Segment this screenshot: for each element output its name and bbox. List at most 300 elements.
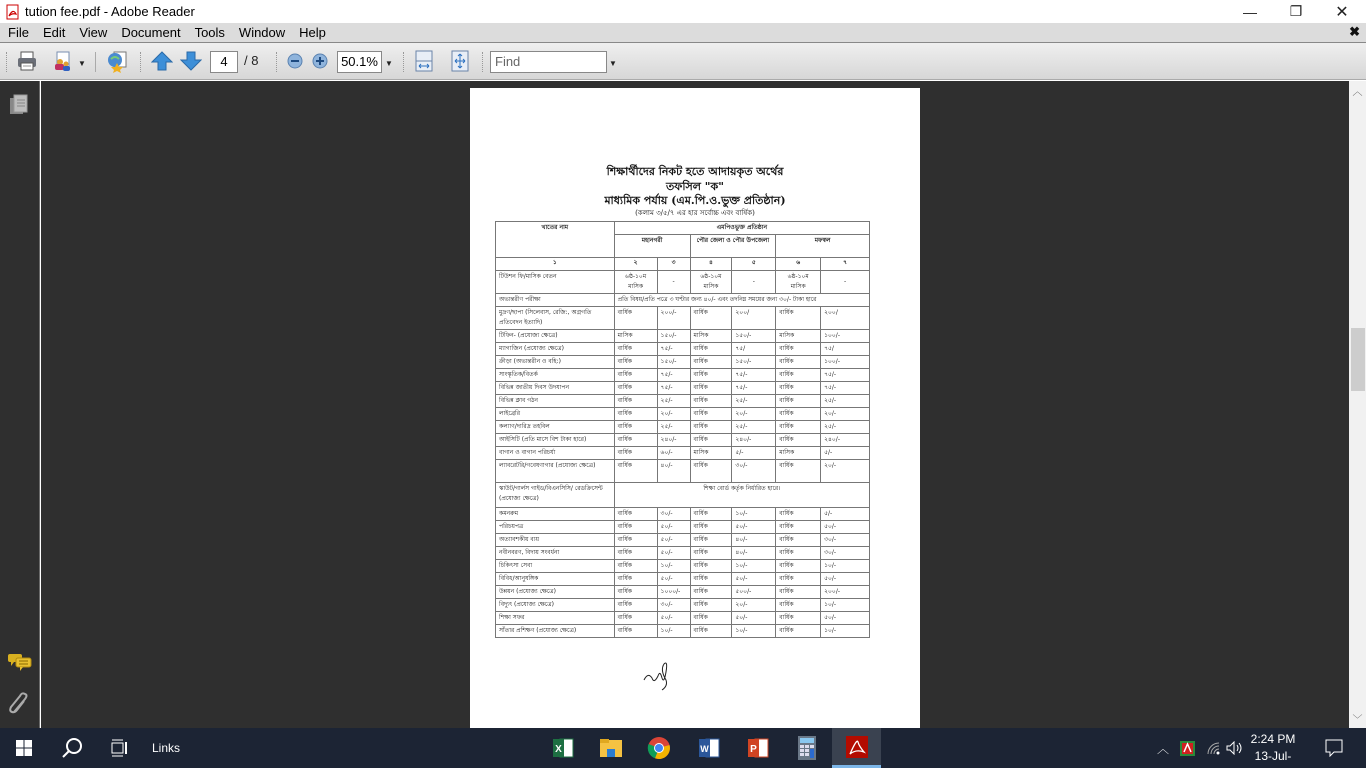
row-cell: ২০/- bbox=[657, 408, 690, 421]
header-mpo-institutions: এমপিওভুক্ত প্রতিষ্ঠান bbox=[614, 222, 869, 235]
document-title-line-2: তফসিল "ক" bbox=[666, 180, 724, 193]
table-row bbox=[496, 330, 870, 343]
zoom-in-button[interactable] bbox=[311, 49, 329, 73]
row-cell: ২০/- bbox=[732, 408, 776, 421]
table-row bbox=[496, 534, 870, 547]
previous-page-button[interactable] bbox=[150, 49, 174, 73]
fit-page-button[interactable] bbox=[449, 49, 471, 73]
folder-icon bbox=[599, 737, 623, 759]
chevron-up-icon: ︿ bbox=[1156, 741, 1169, 756]
row-cell: বার্ষিক bbox=[614, 421, 657, 434]
header-district: পৌর জেলা ও পৌর উপজেলা bbox=[690, 235, 776, 258]
row-cell: মাসিক bbox=[776, 330, 821, 343]
scroll-thumb[interactable] bbox=[1351, 328, 1365, 391]
row-item-name: অত্যাবশকীয় ব্যয় bbox=[496, 534, 615, 547]
row-cell: বার্ষিক bbox=[776, 573, 821, 586]
row-cell: বার্ষিক bbox=[690, 573, 732, 586]
row-cell: বার্ষিক bbox=[690, 460, 732, 483]
row-cell: বার্ষিক bbox=[776, 307, 821, 330]
row-item-name: লাইব্রেরি bbox=[496, 408, 615, 421]
row-cell: বার্ষিক bbox=[776, 560, 821, 573]
clock-time: 2:24 PM bbox=[1250, 732, 1296, 746]
document-title-line-3: মাধ্যমিক পর্যায় (এম.পি.ও.ভুক্ত প্রতিষ্ঠান) bbox=[604, 194, 786, 207]
row-cell: বার্ষিক bbox=[690, 534, 732, 547]
restore-button[interactable] bbox=[1273, 0, 1319, 23]
taskbar-app-excel[interactable] bbox=[539, 728, 587, 768]
navigation-panel bbox=[0, 81, 40, 728]
row-item-name: সাঁতার প্রশিক্ষণ (প্রযোজ্য ক্ষেত্রে) bbox=[496, 625, 615, 638]
word-icon bbox=[698, 737, 720, 759]
table-row bbox=[496, 625, 870, 638]
row-cell: বার্ষিক bbox=[776, 586, 821, 599]
header-rural: মফস্বল bbox=[776, 235, 870, 258]
row-item-name: বিভিন্ন ক্লাব গঠন bbox=[496, 395, 615, 408]
row-cell: বার্ষিক bbox=[776, 534, 821, 547]
row-cell: ৫০/- bbox=[732, 573, 776, 586]
row-item-name: বিভিন্ন জাতীয় দিবস উদযাপন bbox=[496, 382, 615, 395]
table-row bbox=[496, 382, 870, 395]
row-cell: ১৫০/- bbox=[657, 330, 690, 343]
zoom-in-icon bbox=[312, 53, 328, 69]
row-cell: বার্ষিক bbox=[776, 343, 821, 356]
pdf-page bbox=[470, 88, 920, 728]
row-cell: বার্ষিক bbox=[614, 534, 657, 547]
row-cell: ৪০/- bbox=[657, 460, 690, 483]
row-cell: বার্ষিক bbox=[690, 408, 732, 421]
menu-document[interactable]: Document bbox=[121, 25, 181, 40]
table-row bbox=[496, 599, 870, 612]
row-cell: ২০/- bbox=[821, 460, 870, 483]
row-cell: ১০/- bbox=[821, 599, 870, 612]
row-cell: ১০০০/- bbox=[657, 586, 690, 599]
row-cell: বার্ষিক bbox=[614, 586, 657, 599]
row-cell: ১০০/- bbox=[821, 356, 870, 369]
row-cell: ২৪০/- bbox=[821, 434, 870, 447]
row-cell: বার্ষিক bbox=[776, 434, 821, 447]
row-cell: ২৫/- bbox=[657, 395, 690, 408]
adobe-tray-icon bbox=[1180, 741, 1195, 756]
row-cell: বার্ষিক bbox=[614, 408, 657, 421]
document-title-line-1: শিক্ষার্থীদের নিকট হতে আদায়কৃত অর্থের bbox=[606, 165, 784, 178]
row-cell: বার্ষিক bbox=[614, 434, 657, 447]
row-cell: ৭৫/- bbox=[657, 343, 690, 356]
windows-icon bbox=[16, 740, 32, 756]
row-cell: ৭৫/- bbox=[821, 369, 870, 382]
table-row bbox=[496, 612, 870, 625]
find-input[interactable]: Find bbox=[490, 51, 607, 73]
row-cell: বার্ষিক bbox=[690, 382, 732, 395]
row-cell: ৬০/- bbox=[657, 447, 690, 460]
row-cell: ২৫/- bbox=[732, 395, 776, 408]
row-cell: বার্ষিক bbox=[776, 408, 821, 421]
row-item-name: উন্নয়ন (প্রযোজ্য ক্ষেত্রে) bbox=[496, 586, 615, 599]
row-item-name: কমনরুম bbox=[496, 508, 615, 521]
table-row bbox=[496, 560, 870, 573]
restore-icon: ❐ bbox=[1289, 3, 1303, 19]
total-pages: / 8 bbox=[244, 53, 259, 68]
table-row bbox=[496, 483, 870, 508]
row-cell: বার্ষিক bbox=[776, 369, 821, 382]
table-row bbox=[496, 547, 870, 560]
row-cell: বার্ষিক bbox=[614, 573, 657, 586]
row-cell: ১০/- bbox=[732, 508, 776, 521]
row-cell: বার্ষিক bbox=[614, 460, 657, 483]
row-cell: ২৫/- bbox=[657, 421, 690, 434]
fit-page-icon bbox=[451, 50, 469, 72]
row-cell: ৫/- bbox=[821, 508, 870, 521]
row-cell: ৬ষ্ঠ-১০ম মাসিক bbox=[776, 271, 821, 294]
row-cell: - bbox=[657, 271, 690, 294]
zoom-out-icon bbox=[287, 53, 303, 69]
page-number-input[interactable]: 4 bbox=[210, 51, 238, 73]
search-icon bbox=[61, 737, 83, 759]
menu-tools[interactable]: Tools bbox=[194, 25, 225, 40]
row-item-name: টিফিন- (প্রযোজ্য ক্ষেত্রে) bbox=[496, 330, 615, 343]
row-cell: ৫০/- bbox=[821, 521, 870, 534]
row-cell: বার্ষিক bbox=[614, 307, 657, 330]
row-cell: ২০/- bbox=[821, 408, 870, 421]
table-row bbox=[496, 421, 870, 434]
row-cell: বার্ষিক bbox=[614, 599, 657, 612]
scroll-down-icon[interactable]: ﹀ bbox=[1352, 715, 1363, 726]
zoom-out-button[interactable] bbox=[286, 49, 304, 73]
row-cell: ৭৫/ bbox=[732, 343, 776, 356]
adobe-reader-icon bbox=[5, 4, 21, 20]
toolbar-grip bbox=[276, 52, 278, 72]
row-cell: বার্ষিক bbox=[776, 625, 821, 638]
taskbar-app-adobe-reader[interactable] bbox=[832, 728, 881, 768]
row-cell: বার্ষিক bbox=[776, 382, 821, 395]
row-cell: ৫০/- bbox=[657, 534, 690, 547]
row-cell: বার্ষিক bbox=[690, 343, 732, 356]
row-cell: ৫০০/- bbox=[732, 586, 776, 599]
print-button[interactable] bbox=[14, 49, 40, 73]
signature bbox=[642, 658, 674, 697]
row-cell: ৩০/- bbox=[821, 534, 870, 547]
next-page-button[interactable] bbox=[179, 49, 203, 73]
table-row bbox=[496, 521, 870, 534]
calculator-icon bbox=[798, 736, 816, 760]
row-item-name: বিদ্যুৎ (প্রযোজ্য ক্ষেত্রে) bbox=[496, 599, 615, 612]
row-cell: মাসিক bbox=[690, 330, 732, 343]
close-document-button[interactable]: ✖ bbox=[1349, 24, 1360, 39]
row-cell: ১০/- bbox=[732, 560, 776, 573]
row-cell: ৫০/- bbox=[657, 573, 690, 586]
row-cell: ৫০/- bbox=[657, 521, 690, 534]
row-cell: ৬ষ্ঠ-১০ম মাসিক bbox=[614, 271, 657, 294]
row-item-name: ল্যাবরেটরি/গবেষণাগার (প্রযোজ্য ক্ষেত্রে) bbox=[496, 460, 615, 483]
excel-icon bbox=[552, 737, 574, 759]
header-metro: মহানগরী bbox=[614, 235, 690, 258]
comments-icon bbox=[7, 652, 33, 672]
svg-text:X: X bbox=[555, 744, 562, 755]
row-cell: ২০০/- bbox=[657, 307, 690, 330]
action-center-button[interactable] bbox=[1316, 728, 1352, 768]
row-cell: ৭৫/ bbox=[821, 343, 870, 356]
row-cell: বার্ষিক bbox=[614, 356, 657, 369]
table-row bbox=[496, 586, 870, 599]
toolbar-separator bbox=[95, 52, 97, 72]
row-item-name: বাগান ও বাগান পরিচর্যা bbox=[496, 447, 615, 460]
row-cell: বার্ষিক bbox=[690, 369, 732, 382]
speaker-icon bbox=[1226, 741, 1244, 755]
row-cell: ৩০/- bbox=[732, 460, 776, 483]
row-cell: ২০০/- bbox=[821, 586, 870, 599]
row-item-name: আইসিটি (প্রতি মাসে বিশ টাকা হারে) bbox=[496, 434, 615, 447]
row-item-name: টিউশন ফি/মাসিক বেতন bbox=[496, 271, 615, 294]
row-cell: বার্ষিক bbox=[776, 599, 821, 612]
clock-date: 13-Jul-25 bbox=[1254, 749, 1292, 780]
row-merged-cell: শিক্ষা বোর্ড কর্তৃক নির্ধারিত হারে। bbox=[614, 483, 869, 508]
row-cell: বার্ষিক bbox=[690, 508, 732, 521]
task-view-button[interactable] bbox=[96, 728, 144, 768]
column-number: ৫ bbox=[732, 258, 776, 271]
menu-file[interactable]: File bbox=[8, 25, 29, 40]
find-dropdown-icon[interactable]: ▼ bbox=[609, 59, 617, 68]
collaborate-button[interactable] bbox=[104, 49, 130, 73]
row-item-name: স্কাউট/গার্লস গাইড/বিএনসিসি/ রেডক্রিসেন্ট (প্রযোজ্য ক্ষেত্রে) bbox=[496, 483, 615, 508]
column-number: ২ bbox=[614, 258, 657, 271]
window-title: tution fee.pdf - Adobe Reader bbox=[25, 4, 195, 19]
row-item-name: শিক্ষা সফর bbox=[496, 612, 615, 625]
header-item-name: খাতের নাম bbox=[496, 222, 615, 258]
row-cell: ৫/- bbox=[732, 447, 776, 460]
table-header-row bbox=[496, 222, 870, 235]
row-item-name: ক্রীড়া (অভ্যন্তরীন ও বহি:) bbox=[496, 356, 615, 369]
row-cell: ৩০/- bbox=[821, 547, 870, 560]
toolbar bbox=[0, 43, 1366, 80]
print-icon bbox=[16, 50, 38, 72]
row-cell: ৭৫/- bbox=[657, 382, 690, 395]
notification-icon bbox=[1325, 739, 1343, 757]
start-button[interactable] bbox=[0, 728, 48, 768]
row-cell: ২৫/- bbox=[732, 421, 776, 434]
row-cell: ৩০/- bbox=[657, 508, 690, 521]
share-button[interactable] bbox=[50, 49, 74, 73]
column-number: ৩ bbox=[657, 258, 690, 271]
row-cell: মাসিক bbox=[614, 330, 657, 343]
row-item-name: সাংস্কৃতিক/বিতর্ক bbox=[496, 369, 615, 382]
row-cell: ৪০/- bbox=[732, 547, 776, 560]
row-cell: বার্ষিক bbox=[690, 395, 732, 408]
row-cell: বার্ষিক bbox=[614, 447, 657, 460]
next-page-icon bbox=[180, 50, 202, 72]
row-cell: ৫০/- bbox=[821, 573, 870, 586]
share-icon bbox=[51, 50, 73, 72]
close-icon: ✕ bbox=[1335, 3, 1349, 21]
clock[interactable] bbox=[1248, 731, 1298, 782]
row-cell: ১০/- bbox=[657, 625, 690, 638]
row-cell: বার্ষিক bbox=[614, 395, 657, 408]
taskbar-app-powerpoint[interactable] bbox=[734, 728, 782, 768]
column-number: ৬ bbox=[776, 258, 821, 271]
row-cell: ৫০/- bbox=[821, 612, 870, 625]
document-subtitle: (কলাম ৩/৫/৭ এর হার সর্বোচ্চ এবং বার্ষিক) bbox=[635, 209, 755, 217]
row-cell: ৫০/- bbox=[657, 547, 690, 560]
vertical-scrollbar[interactable] bbox=[1349, 81, 1366, 728]
row-cell: বার্ষিক bbox=[690, 586, 732, 599]
row-cell: বার্ষিক bbox=[690, 521, 732, 534]
fee-table bbox=[495, 221, 870, 638]
row-cell: ১৫০/- bbox=[732, 330, 776, 343]
row-cell: বার্ষিক bbox=[690, 625, 732, 638]
row-cell: ২৪০/- bbox=[732, 434, 776, 447]
menu-bar bbox=[0, 23, 1366, 43]
row-cell: বার্ষিক bbox=[776, 460, 821, 483]
row-cell: বার্ষিক bbox=[690, 307, 732, 330]
row-cell: ৫/- bbox=[821, 447, 870, 460]
close-button[interactable] bbox=[1319, 0, 1365, 23]
column-number: ৭ bbox=[821, 258, 870, 271]
title-bar bbox=[0, 0, 1366, 23]
row-cell: বার্ষিক bbox=[614, 547, 657, 560]
row-merged-cell: প্রতি বিষয়/প্রতি পত্রে ৩ ঘণ্টার জন্য ৪০/- এবং তদনিম্ন সময়ের জন্য ৩০/- টাকা হারে bbox=[614, 294, 869, 307]
table-row bbox=[496, 271, 870, 294]
row-item-name: পরিচয়পত্র bbox=[496, 521, 615, 534]
row-cell: ২০/- bbox=[732, 599, 776, 612]
row-cell: বার্ষিক bbox=[614, 560, 657, 573]
toolbar-grip bbox=[140, 52, 142, 72]
table-row bbox=[496, 307, 870, 330]
table-row bbox=[496, 573, 870, 586]
column-number-row bbox=[496, 258, 870, 271]
row-cell: বার্ষিক bbox=[776, 521, 821, 534]
row-cell: ২৫/- bbox=[821, 421, 870, 434]
table-row bbox=[496, 508, 870, 521]
minimize-button[interactable] bbox=[1227, 0, 1273, 23]
toolbar-grip bbox=[6, 52, 8, 72]
row-cell: বার্ষিক bbox=[690, 547, 732, 560]
row-cell: ৫০/- bbox=[732, 612, 776, 625]
row-cell: ৩০/- bbox=[657, 599, 690, 612]
row-cell: ১৫০/- bbox=[657, 356, 690, 369]
row-cell: বার্ষিক bbox=[690, 612, 732, 625]
tray-adobe-icon[interactable] bbox=[1178, 728, 1196, 768]
task-view-icon bbox=[111, 739, 129, 757]
toolbar-grip bbox=[403, 52, 405, 72]
share-dropdown-icon[interactable]: ▼ bbox=[78, 59, 86, 68]
row-cell: ১০০/- bbox=[821, 330, 870, 343]
table-row bbox=[496, 369, 870, 382]
row-cell: মাসিক bbox=[776, 447, 821, 460]
toolbar-grip bbox=[482, 52, 484, 72]
zoom-level-input[interactable]: 50.1% bbox=[337, 51, 382, 73]
fit-width-icon bbox=[415, 50, 433, 72]
row-cell: বার্ষিক bbox=[776, 612, 821, 625]
table-row bbox=[496, 356, 870, 369]
row-cell: বার্ষিক bbox=[776, 547, 821, 560]
zoom-dropdown-icon[interactable]: ▼ bbox=[385, 59, 393, 68]
menu-edit[interactable]: Edit bbox=[42, 25, 66, 40]
volume-button[interactable] bbox=[1225, 728, 1245, 768]
row-cell: বার্ষিক bbox=[614, 369, 657, 382]
menu-view[interactable]: View bbox=[79, 25, 108, 40]
pages-icon bbox=[9, 94, 29, 116]
row-cell: বার্ষিক bbox=[690, 356, 732, 369]
row-cell: - bbox=[732, 271, 776, 294]
wifi-icon bbox=[1206, 741, 1222, 755]
row-cell: বার্ষিক bbox=[690, 560, 732, 573]
row-cell: মাসিক bbox=[690, 447, 732, 460]
row-cell: বার্ষিক bbox=[614, 521, 657, 534]
row-cell: বার্ষিক bbox=[690, 434, 732, 447]
row-cell: ৬ষ্ঠ-১০ম মাসিক bbox=[690, 271, 732, 294]
row-item-name: নবীনবরণ, বিদায় সংবর্ধনা bbox=[496, 547, 615, 560]
attachments-panel-button[interactable] bbox=[8, 692, 30, 721]
table-row bbox=[496, 434, 870, 447]
comments-panel-button[interactable] bbox=[7, 652, 33, 677]
table-row bbox=[496, 447, 870, 460]
row-item-name: মুদ্রণ/ছাপা (সিলেবাস, রেজি:, অগ্রগতি প্রতিবেদন ইত্যাদি) bbox=[496, 307, 615, 330]
row-cell: ৫০/- bbox=[657, 612, 690, 625]
attachments-icon bbox=[8, 692, 30, 716]
table-row bbox=[496, 408, 870, 421]
svg-text:W: W bbox=[700, 744, 709, 754]
column-number: ১ bbox=[496, 258, 615, 271]
minimize-icon: — bbox=[1243, 3, 1257, 20]
table-row bbox=[496, 343, 870, 356]
taskbar-app-calculator[interactable] bbox=[783, 728, 831, 768]
row-cell: বার্ষিক bbox=[690, 421, 732, 434]
menu-help[interactable]: Help bbox=[299, 25, 326, 40]
network-button[interactable] bbox=[1204, 728, 1224, 768]
row-cell: ৭৫/- bbox=[821, 382, 870, 395]
scroll-up-icon[interactable]: ︿ bbox=[1352, 87, 1363, 98]
show-hidden-icons-button[interactable] bbox=[1154, 728, 1172, 768]
row-cell: ১০/- bbox=[821, 560, 870, 573]
chrome-icon bbox=[647, 736, 671, 760]
row-cell: - bbox=[821, 271, 870, 294]
row-cell: ২০০/ bbox=[732, 307, 776, 330]
taskbar-app-word[interactable] bbox=[685, 728, 733, 768]
row-cell: ২৫/- bbox=[821, 395, 870, 408]
pages-panel-button[interactable] bbox=[9, 94, 29, 121]
menu-window[interactable]: Window bbox=[238, 25, 286, 40]
row-cell: বার্ষিক bbox=[776, 395, 821, 408]
row-cell: ১০/- bbox=[821, 625, 870, 638]
row-item-name: ম্যাগাজিন (প্রযোজ্য ক্ষেত্রে) bbox=[496, 343, 615, 356]
taskbar bbox=[0, 728, 1366, 780]
row-item-name: চিকিৎসা সেবা bbox=[496, 560, 615, 573]
row-cell: বার্ষিক bbox=[614, 508, 657, 521]
row-cell: ৭৫/- bbox=[657, 369, 690, 382]
row-cell: ১৫০/- bbox=[732, 356, 776, 369]
fit-width-button[interactable] bbox=[413, 49, 435, 73]
row-cell: বার্ষিক bbox=[776, 356, 821, 369]
row-cell: ৭৫/- bbox=[732, 369, 776, 382]
row-cell: ৭৫/- bbox=[732, 382, 776, 395]
row-cell: ৪০/- bbox=[732, 534, 776, 547]
row-cell: বার্ষিক bbox=[614, 382, 657, 395]
previous-page-icon bbox=[151, 50, 173, 72]
row-cell: ৫০/- bbox=[732, 521, 776, 534]
taskbar-app-file-explorer[interactable] bbox=[587, 728, 635, 768]
table-row bbox=[496, 460, 870, 483]
links-toolbar[interactable]: Links bbox=[151, 741, 180, 755]
table-row bbox=[496, 294, 870, 307]
search-button[interactable] bbox=[48, 728, 96, 768]
row-cell: ২০০/ bbox=[821, 307, 870, 330]
column-number: ৪ bbox=[690, 258, 732, 271]
taskbar-app-chrome[interactable] bbox=[635, 728, 683, 768]
row-cell: বার্ষিক bbox=[690, 599, 732, 612]
row-item-name: অভ্যন্তরীণ পরীক্ষা bbox=[496, 294, 615, 307]
row-cell: ২৪০/- bbox=[657, 434, 690, 447]
row-cell: বার্ষিক bbox=[614, 343, 657, 356]
row-cell: ১০/- bbox=[732, 625, 776, 638]
adobe-reader-icon bbox=[846, 736, 868, 758]
row-item-name: কল্যাণ/দারিদ্র তহবিল bbox=[496, 421, 615, 434]
